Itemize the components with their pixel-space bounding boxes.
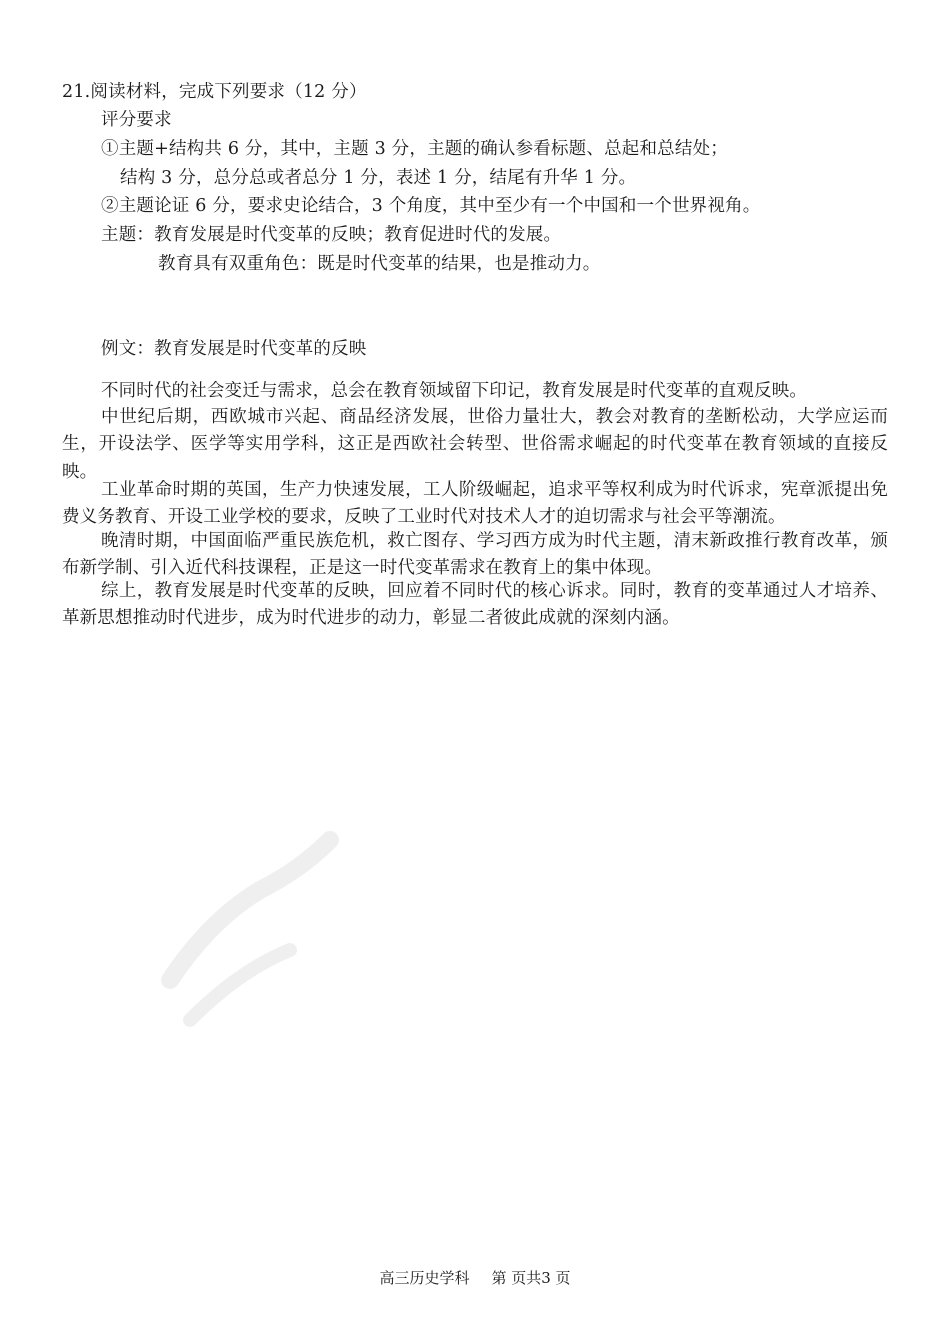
example-paragraph: 工业革命时期的英国，生产力快速发展，工人阶级崛起，追求平等权利成为时代诉求，宪章派提出免费义务教育、开设工业学校的要求，反映了工业时代对技术人才的迫切需求与社会平等潮流。 bbox=[62, 479, 888, 527]
rubric-item-2: ②主题论证 6 分，要求史论结合，3 个角度，其中至少有一个中国和一个世界视角。 bbox=[101, 196, 761, 216]
example-paragraph: 不同时代的社会变迁与需求，总会在教育领域留下印记，教育发展是时代变革的直观反映。 bbox=[101, 380, 807, 401]
watermark-icon bbox=[150, 800, 350, 1040]
example-paragraph: 综上，教育发展是时代变革的反映，回应着不同时代的核心诉求。同时，教育的变革通过人才培养、革新思想推动时代进步，成为时代进步的动力，彰显二者彼此成就的深刻内涵。 bbox=[62, 580, 888, 628]
example-paragraph: 中世纪后期，西欧城市兴起、商品经济发展，世俗力量壮大，教会对教育的垄断松动，大学应运而生，开设法学、医学等实用学科，这正是西欧社会转型、世俗需求崛起的时代变革在教育领域的直接反映。 bbox=[62, 406, 888, 482]
footer-page-number: 第 页共3 页 bbox=[491, 1269, 571, 1287]
page-footer bbox=[0, 1268, 950, 1288]
footer-subject: 高三历史学科 bbox=[379, 1269, 470, 1287]
rubric-item-1-line-1: ①主题+结构共 6 分，其中，主题 3 分，主题的确认参看标题、总起和总结处； bbox=[101, 139, 728, 159]
example-title: 例文：教育发展是时代变革的反映 bbox=[101, 339, 367, 359]
theme-line-1: 主题：教育发展是时代变革的反映；教育促进时代的发展。 bbox=[101, 225, 562, 245]
rubric-heading: 评分要求 bbox=[101, 110, 172, 130]
rubric-item-1-line-2: 结构 3 分，总分总或者总分 1 分，表述 1 分，结尾有升华 1 分。 bbox=[120, 168, 637, 188]
theme-line-2: 教育具有双重角色：既是时代变革的结果，也是推动力。 bbox=[158, 254, 601, 274]
example-paragraph: 晚清时期，中国面临严重民族危机，救亡图存、学习西方成为时代主题，清末新政推行教育改革，颁布新学制、引入近代科技课程，正是这一时代变革需求在教育上的集中体现。 bbox=[62, 530, 888, 578]
question-title: 21.阅读材料，完成下列要求（12 分） bbox=[62, 82, 367, 102]
